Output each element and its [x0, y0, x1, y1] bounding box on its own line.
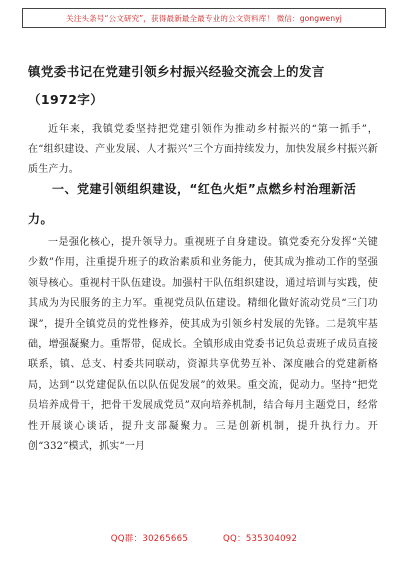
header-banner: [22, 8, 386, 28]
footer-qq-group: QQ群：30265665: [110, 534, 189, 544]
banner-text: 关注头条号“公文研究”，获得最新最全最专业的公文资料库！ 微信：gongwenyj: [66, 13, 342, 23]
title-line-1: 镇党委书记在党建引领乡村振兴经验交流会上的发言: [28, 64, 325, 79]
body-paragraph-1: 一是强化核心，提升领导力。重视班子自身建设。镇党委充分发挥“关键少数”作用，注重提升班子的政治素质和业务能力，使其成为推动工作的坚强领导核心。重视村干队伍建设。加强村干队伍组织建设，通过培训与实践，使其成为为民服务的主力军。重视党员队伍建设。精细化做好流动党员“三门功课”，提升全镇党员的党性修养，使其成为引领乡村发展的先锋。二是筑牢基础，增强凝聚力。重帮带，促成长。全镇形成由党委书记负总责班子成员直接联系，镇、总支、村委共同联动，资源共享优势互补、深度融合的党建新格局，达到“以党建促队伍以队伍促发展”的效果。重交流，促动力。坚持“把党员培养成骨干，把骨干发展成党员”双向培养机制，结合每月主题党日，经常性开展谈心谈话，提升支部凝聚力。三是创新机制，提升执行力。开创“332”模式，抓实“一月: [28, 237, 378, 453]
section-heading-1: 一、党建引领组织建设，“红色火炬”点燃乡村治理新活力。: [28, 182, 357, 226]
intro-paragraph: 近年来，我镇党委坚持把党建引领作为推动乡村振兴的“第一抓手”，在“组织建设、产业发展、人才振兴”三个方面持续发力，加快发展乡村振兴新质生产力。: [28, 124, 378, 176]
document-title: [28, 58, 386, 114]
footer-qq: QQ：535304092: [223, 534, 298, 544]
footer-contact: [0, 532, 408, 544]
title-word-count: （1972字）: [28, 92, 104, 107]
